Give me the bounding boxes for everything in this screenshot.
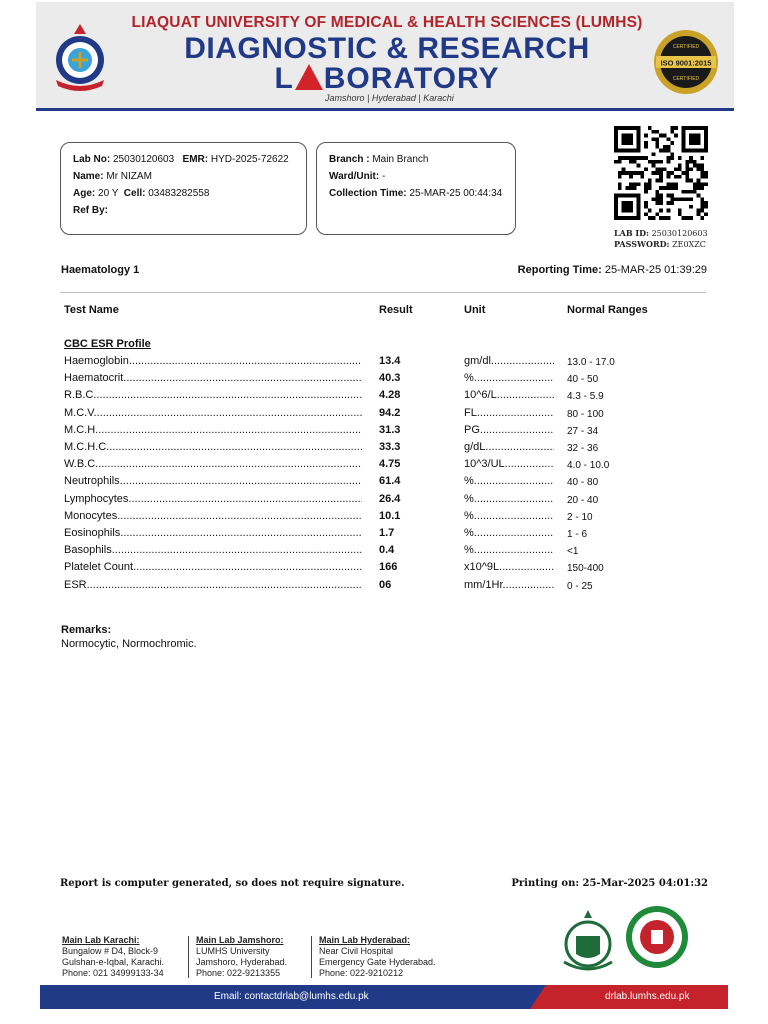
result-cell: 4.75 bbox=[379, 458, 401, 471]
lab-no-line: Lab No: 25030120603 EMR: HYD-2025-72622 bbox=[73, 154, 289, 165]
unit-cell: x10^9L ..... bbox=[464, 561, 554, 573]
table-row bbox=[0, 561, 768, 578]
range-cell: 27 - 34 bbox=[567, 425, 599, 437]
result-cell: 13.4 bbox=[379, 355, 401, 367]
result-cell: 06 bbox=[379, 578, 392, 591]
unit-cell: % ..... bbox=[464, 544, 554, 556]
age-cell-line: Age: 20 Y Cell: 03483282558 bbox=[73, 188, 210, 199]
unit-cell: % ..... bbox=[464, 475, 554, 487]
remarks-label: Remarks: bbox=[61, 624, 112, 636]
table-row bbox=[0, 527, 768, 544]
computer-generated-note: Report is computer generated, so does not require signature. bbox=[60, 878, 405, 889]
visit-info-box bbox=[316, 142, 516, 235]
test-name-cell: Neutrophils ..... bbox=[64, 475, 362, 487]
col-header-result: Result bbox=[379, 304, 413, 316]
address-hyderabad: Main Lab Hyderabad: Near Civil Hospital Emergency Gate Hyderabad. Phone: 022-9210212 bbox=[319, 935, 436, 978]
address-separator bbox=[311, 936, 312, 978]
col-header-test-name: Test Name bbox=[64, 304, 119, 316]
result-cell: 94.2 bbox=[379, 406, 401, 419]
col-header-unit: Unit bbox=[464, 304, 486, 316]
section-divider bbox=[60, 292, 706, 293]
range-cell: 2 - 10 bbox=[567, 511, 593, 523]
test-name-cell: Haemoglobin ..... bbox=[64, 355, 362, 367]
range-cell: 0 - 25 bbox=[567, 580, 593, 592]
svg-text:CERTIFIED: CERTIFIED bbox=[672, 76, 700, 82]
test-name-cell: M.C.H.C. ..... bbox=[64, 441, 362, 453]
unit-cell: PG ..... bbox=[464, 424, 554, 436]
letterhead-divider bbox=[36, 108, 734, 111]
profile-title: CBC ESR Profile bbox=[64, 338, 151, 350]
address-separator bbox=[188, 936, 189, 978]
remarks-text: Normocytic, Normochromic. bbox=[61, 638, 197, 650]
footer-email-link[interactable]: Email: contactdrlab@lumhs.edu.pk bbox=[214, 991, 369, 1002]
test-name-cell: Lymphocytes ..... bbox=[64, 493, 362, 505]
ref-by-line: Ref By: bbox=[73, 205, 109, 216]
table-row bbox=[0, 441, 768, 458]
result-cell: 61.4 bbox=[379, 475, 401, 488]
result-cell: 33.3 bbox=[379, 441, 401, 453]
branch-line: Branch : Main Branch bbox=[329, 154, 429, 165]
unit-cell: % ..... bbox=[464, 510, 554, 522]
university-name: LIAQUAT UNIVERSITY OF MEDICAL & HEALTH SCIENCES (LUMHS) bbox=[131, 14, 643, 31]
range-cell: 4.3 - 5.9 bbox=[567, 391, 604, 403]
printing-time: Printing on: 25-Mar-2025 04:01:32 bbox=[511, 878, 708, 889]
result-cell: 26.4 bbox=[379, 492, 401, 505]
result-cell: 40.3 bbox=[379, 372, 401, 385]
table-row bbox=[0, 510, 768, 527]
unit-cell: gm/dl ..... bbox=[464, 355, 554, 367]
test-name-cell: W.B.C. ..... bbox=[64, 458, 362, 470]
col-header-normal-ranges: Normal Ranges bbox=[567, 304, 648, 316]
range-cell: 13.0 - 17.0 bbox=[567, 357, 615, 368]
lab-logo-triangle-icon bbox=[295, 64, 323, 90]
government-emblem-icon bbox=[556, 906, 620, 976]
reporting-time: Reporting Time: 25-MAR-25 01:39:29 bbox=[517, 264, 707, 276]
range-cell: 32 - 36 bbox=[567, 443, 599, 454]
test-name-cell: M.C.H. ..... bbox=[64, 424, 362, 436]
department-title: Haematology 1 bbox=[61, 264, 140, 276]
unit-cell: % ..... bbox=[464, 527, 554, 539]
table-row bbox=[0, 424, 768, 441]
collection-time-line: Collection Time: 25-MAR-25 00:44:34 bbox=[329, 188, 503, 199]
address-karachi: Main Lab Karachi: Bungalow # D4, Block-9 Gulshan-e-Iqbal, Karachi. Phone: 021 34999133-34 bbox=[62, 935, 165, 978]
range-cell: 80 - 100 bbox=[567, 408, 604, 420]
result-cell: 1.7 bbox=[379, 527, 395, 539]
range-cell: 4.0 - 10.0 bbox=[567, 460, 610, 472]
range-cell: 1 - 6 bbox=[567, 529, 588, 540]
test-name-cell: ESR ..... bbox=[64, 579, 362, 591]
range-cell: <1 bbox=[567, 546, 579, 558]
unit-cell: 10^6/L ..... bbox=[464, 389, 554, 401]
university-crest-icon bbox=[50, 20, 110, 96]
table-row bbox=[0, 389, 768, 406]
result-cell: 166 bbox=[379, 561, 398, 574]
table-row bbox=[0, 355, 768, 372]
footer-website-link[interactable]: drlab.lumhs.edu.pk bbox=[605, 991, 690, 1002]
qr-code-icon[interactable] bbox=[614, 126, 708, 220]
test-name-cell: M.C.V. ..... bbox=[64, 407, 362, 419]
test-name-cell: Platelet Count ..... bbox=[64, 561, 362, 573]
qr-credentials bbox=[614, 228, 708, 250]
table-row bbox=[0, 458, 768, 475]
lab-title-line2: L BORATORY bbox=[274, 62, 500, 95]
lab-title-line1: DIAGNOSTIC & RESEARCH bbox=[184, 32, 590, 65]
unit-cell: g/dL ..... bbox=[464, 441, 554, 453]
test-name-cell: R.B.C. ..... bbox=[64, 389, 362, 401]
table-row bbox=[0, 579, 768, 596]
result-cell: 4.28 bbox=[379, 389, 401, 402]
test-name-cell: Monocytes ..... bbox=[64, 510, 362, 522]
unit-cell: 10^3/UL ..... bbox=[464, 458, 554, 470]
table-row bbox=[0, 493, 768, 510]
lab-id-line: LAB ID: 25030120603 bbox=[614, 228, 708, 238]
unit-cell: FL ..... bbox=[464, 407, 554, 419]
patient-info-box bbox=[60, 142, 307, 235]
test-name-cell: Eosinophils ..... bbox=[64, 527, 362, 539]
result-cell: 0.4 bbox=[379, 544, 395, 557]
table-row bbox=[0, 544, 768, 561]
test-name-cell: Haematocrit ..... bbox=[64, 372, 362, 384]
lab-cities: Jamshoro | Hyderabad | Karachi bbox=[325, 93, 454, 103]
table-row bbox=[0, 475, 768, 492]
table-row bbox=[0, 407, 768, 424]
address-jamshoro: Main Lab Jamshoro: LUMHS University Jamshoro, Hyderabad. Phone: 022-9213355 bbox=[196, 935, 288, 978]
range-cell: 40 - 50 bbox=[567, 374, 599, 386]
table-row bbox=[0, 372, 768, 389]
svg-text:ISO 9001:2015: ISO 9001:2015 bbox=[660, 58, 712, 68]
range-cell: 20 - 40 bbox=[567, 494, 599, 506]
unit-cell: % ..... bbox=[464, 372, 554, 384]
range-cell: 150-400 bbox=[567, 563, 604, 575]
unit-cell: % ..... bbox=[464, 493, 554, 505]
svg-text:CERTIFIED: CERTIFIED bbox=[672, 44, 700, 50]
patient-name-line: Name: Mr NIZAM bbox=[73, 171, 152, 182]
result-cell: 31.3 bbox=[379, 423, 401, 436]
health-commission-logo-icon bbox=[624, 904, 690, 970]
unit-cell: mm/1Hr ..... bbox=[464, 579, 554, 591]
result-cell: 10.1 bbox=[379, 509, 401, 522]
password-line: PASSWORD: ZE0XZC bbox=[614, 239, 706, 249]
ward-line: Ward/Unit: - bbox=[329, 171, 386, 182]
test-name-cell: Basophils ..... bbox=[64, 544, 362, 556]
iso-certified-seal-icon bbox=[652, 28, 720, 96]
range-cell: 40 - 80 bbox=[567, 477, 599, 489]
